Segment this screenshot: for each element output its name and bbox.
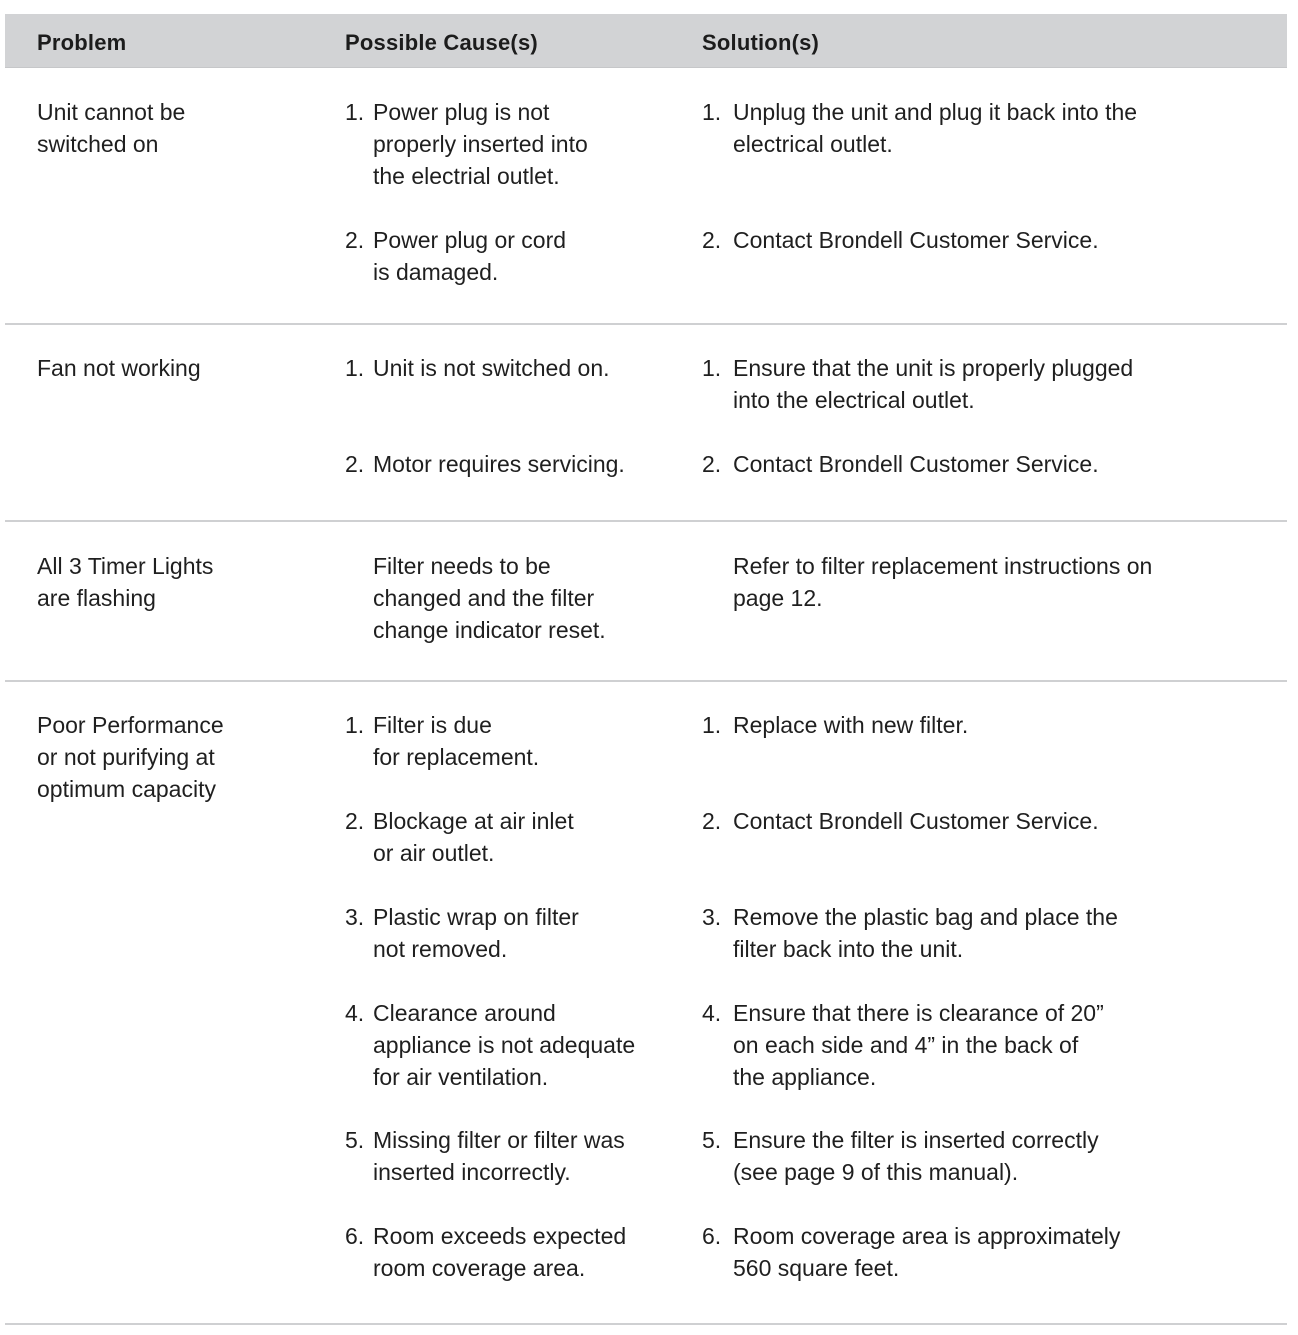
solution-number: 5. xyxy=(702,1127,722,1153)
solution-number: 1. xyxy=(702,99,722,125)
cause-text: Filter needs to be xyxy=(373,553,551,579)
problem-text: All 3 Timer Lights xyxy=(37,553,214,579)
cause-number: 2. xyxy=(345,451,365,477)
cause-text: the electrial outlet. xyxy=(373,163,560,189)
cause-text: for replacement. xyxy=(373,744,540,770)
solution-text: Contact Brondell Customer Service. xyxy=(733,808,1099,834)
solution-text: Ensure that the unit is properly plugged xyxy=(733,355,1134,381)
problem-text: Fan not working xyxy=(37,355,201,381)
solution-text: Room coverage area is approximately xyxy=(733,1223,1121,1249)
header-solutions: Solution(s) xyxy=(702,30,820,55)
cause-number: 1. xyxy=(345,355,365,381)
solution-text: filter back into the unit. xyxy=(733,936,964,962)
solution-text: electrical outlet. xyxy=(733,131,893,157)
solution-text: Ensure the filter is inserted correctly xyxy=(733,1127,1099,1153)
cause-number: 4. xyxy=(345,1000,365,1026)
cause-number: 5. xyxy=(345,1127,365,1153)
solution-number: 1. xyxy=(702,712,722,738)
row-divider xyxy=(5,323,1287,325)
cause-number: 6. xyxy=(345,1223,365,1249)
problem-text: switched on xyxy=(37,131,159,157)
solution-text: Unplug the unit and plug it back into the xyxy=(733,99,1138,125)
solution-number: 2. xyxy=(702,227,722,253)
solution-text: page 12. xyxy=(733,585,823,611)
cause-text: changed and the filter xyxy=(373,585,595,611)
solution-text: on each side and 4” in the back of xyxy=(733,1032,1079,1058)
solution-number: 4. xyxy=(702,1000,722,1026)
cause-number: 1. xyxy=(345,712,365,738)
solution-text: Replace with new filter. xyxy=(733,712,969,738)
cause-text: properly inserted into xyxy=(373,131,588,157)
cause-text: room coverage area. xyxy=(373,1255,586,1281)
cause-text: Power plug is not xyxy=(373,99,550,125)
cause-text: Plastic wrap on filter xyxy=(373,904,579,930)
solution-text: Remove the plastic bag and place the xyxy=(733,904,1118,930)
cause-text: not removed. xyxy=(373,936,508,962)
cause-number: 2. xyxy=(345,227,365,253)
solution-text: Contact Brondell Customer Service. xyxy=(733,227,1099,253)
cause-text: is damaged. xyxy=(373,259,499,285)
cause-text: Blockage at air inlet xyxy=(373,808,574,834)
cause-text: or air outlet. xyxy=(373,840,495,866)
solution-text: Refer to filter replacement instructions on xyxy=(733,553,1153,579)
problem-text: are flashing xyxy=(37,585,156,611)
solution-text: the appliance. xyxy=(733,1064,877,1090)
cause-text: Room exceeds expected xyxy=(373,1223,627,1249)
cause-text: Filter is due xyxy=(373,712,492,738)
cause-text: Unit is not switched on. xyxy=(373,355,610,381)
solution-number: 2. xyxy=(702,808,722,834)
cause-text: Power plug or cord xyxy=(373,227,567,253)
cause-number: 1. xyxy=(345,99,365,125)
cause-text: Clearance around xyxy=(373,1000,556,1026)
solution-text: into the electrical outlet. xyxy=(733,387,975,413)
solution-number: 3. xyxy=(702,904,722,930)
cause-text: appliance is not adequate xyxy=(373,1032,636,1058)
problem-text: Unit cannot be xyxy=(37,99,186,125)
row-divider xyxy=(5,680,1287,682)
cause-number: 2. xyxy=(345,808,365,834)
solution-text: Ensure that there is clearance of 20” xyxy=(733,1000,1104,1026)
solution-number: 2. xyxy=(702,451,722,477)
header-problem: Problem xyxy=(37,30,127,55)
solution-number: 6. xyxy=(702,1223,722,1249)
cause-text: Missing filter or filter was xyxy=(373,1127,625,1153)
problem-text: or not purifying at xyxy=(37,744,215,770)
problem-text: Poor Performance xyxy=(37,712,224,738)
solution-number: 1. xyxy=(702,355,722,381)
table-header xyxy=(5,14,1287,68)
cause-number: 3. xyxy=(345,904,365,930)
solution-text: 560 square feet. xyxy=(733,1255,900,1281)
cause-text: for air ventilation. xyxy=(373,1064,549,1090)
solution-text: (see page 9 of this manual). xyxy=(733,1159,1019,1185)
cause-text: change indicator reset. xyxy=(373,617,606,643)
row-divider xyxy=(5,1323,1287,1325)
problem-text: optimum capacity xyxy=(37,776,216,802)
header-possible-causes: Possible Cause(s) xyxy=(345,30,538,55)
cause-text: inserted incorrectly. xyxy=(373,1159,571,1185)
row-divider xyxy=(5,520,1287,522)
solution-text: Contact Brondell Customer Service. xyxy=(733,451,1099,477)
cause-text: Motor requires servicing. xyxy=(373,451,625,477)
